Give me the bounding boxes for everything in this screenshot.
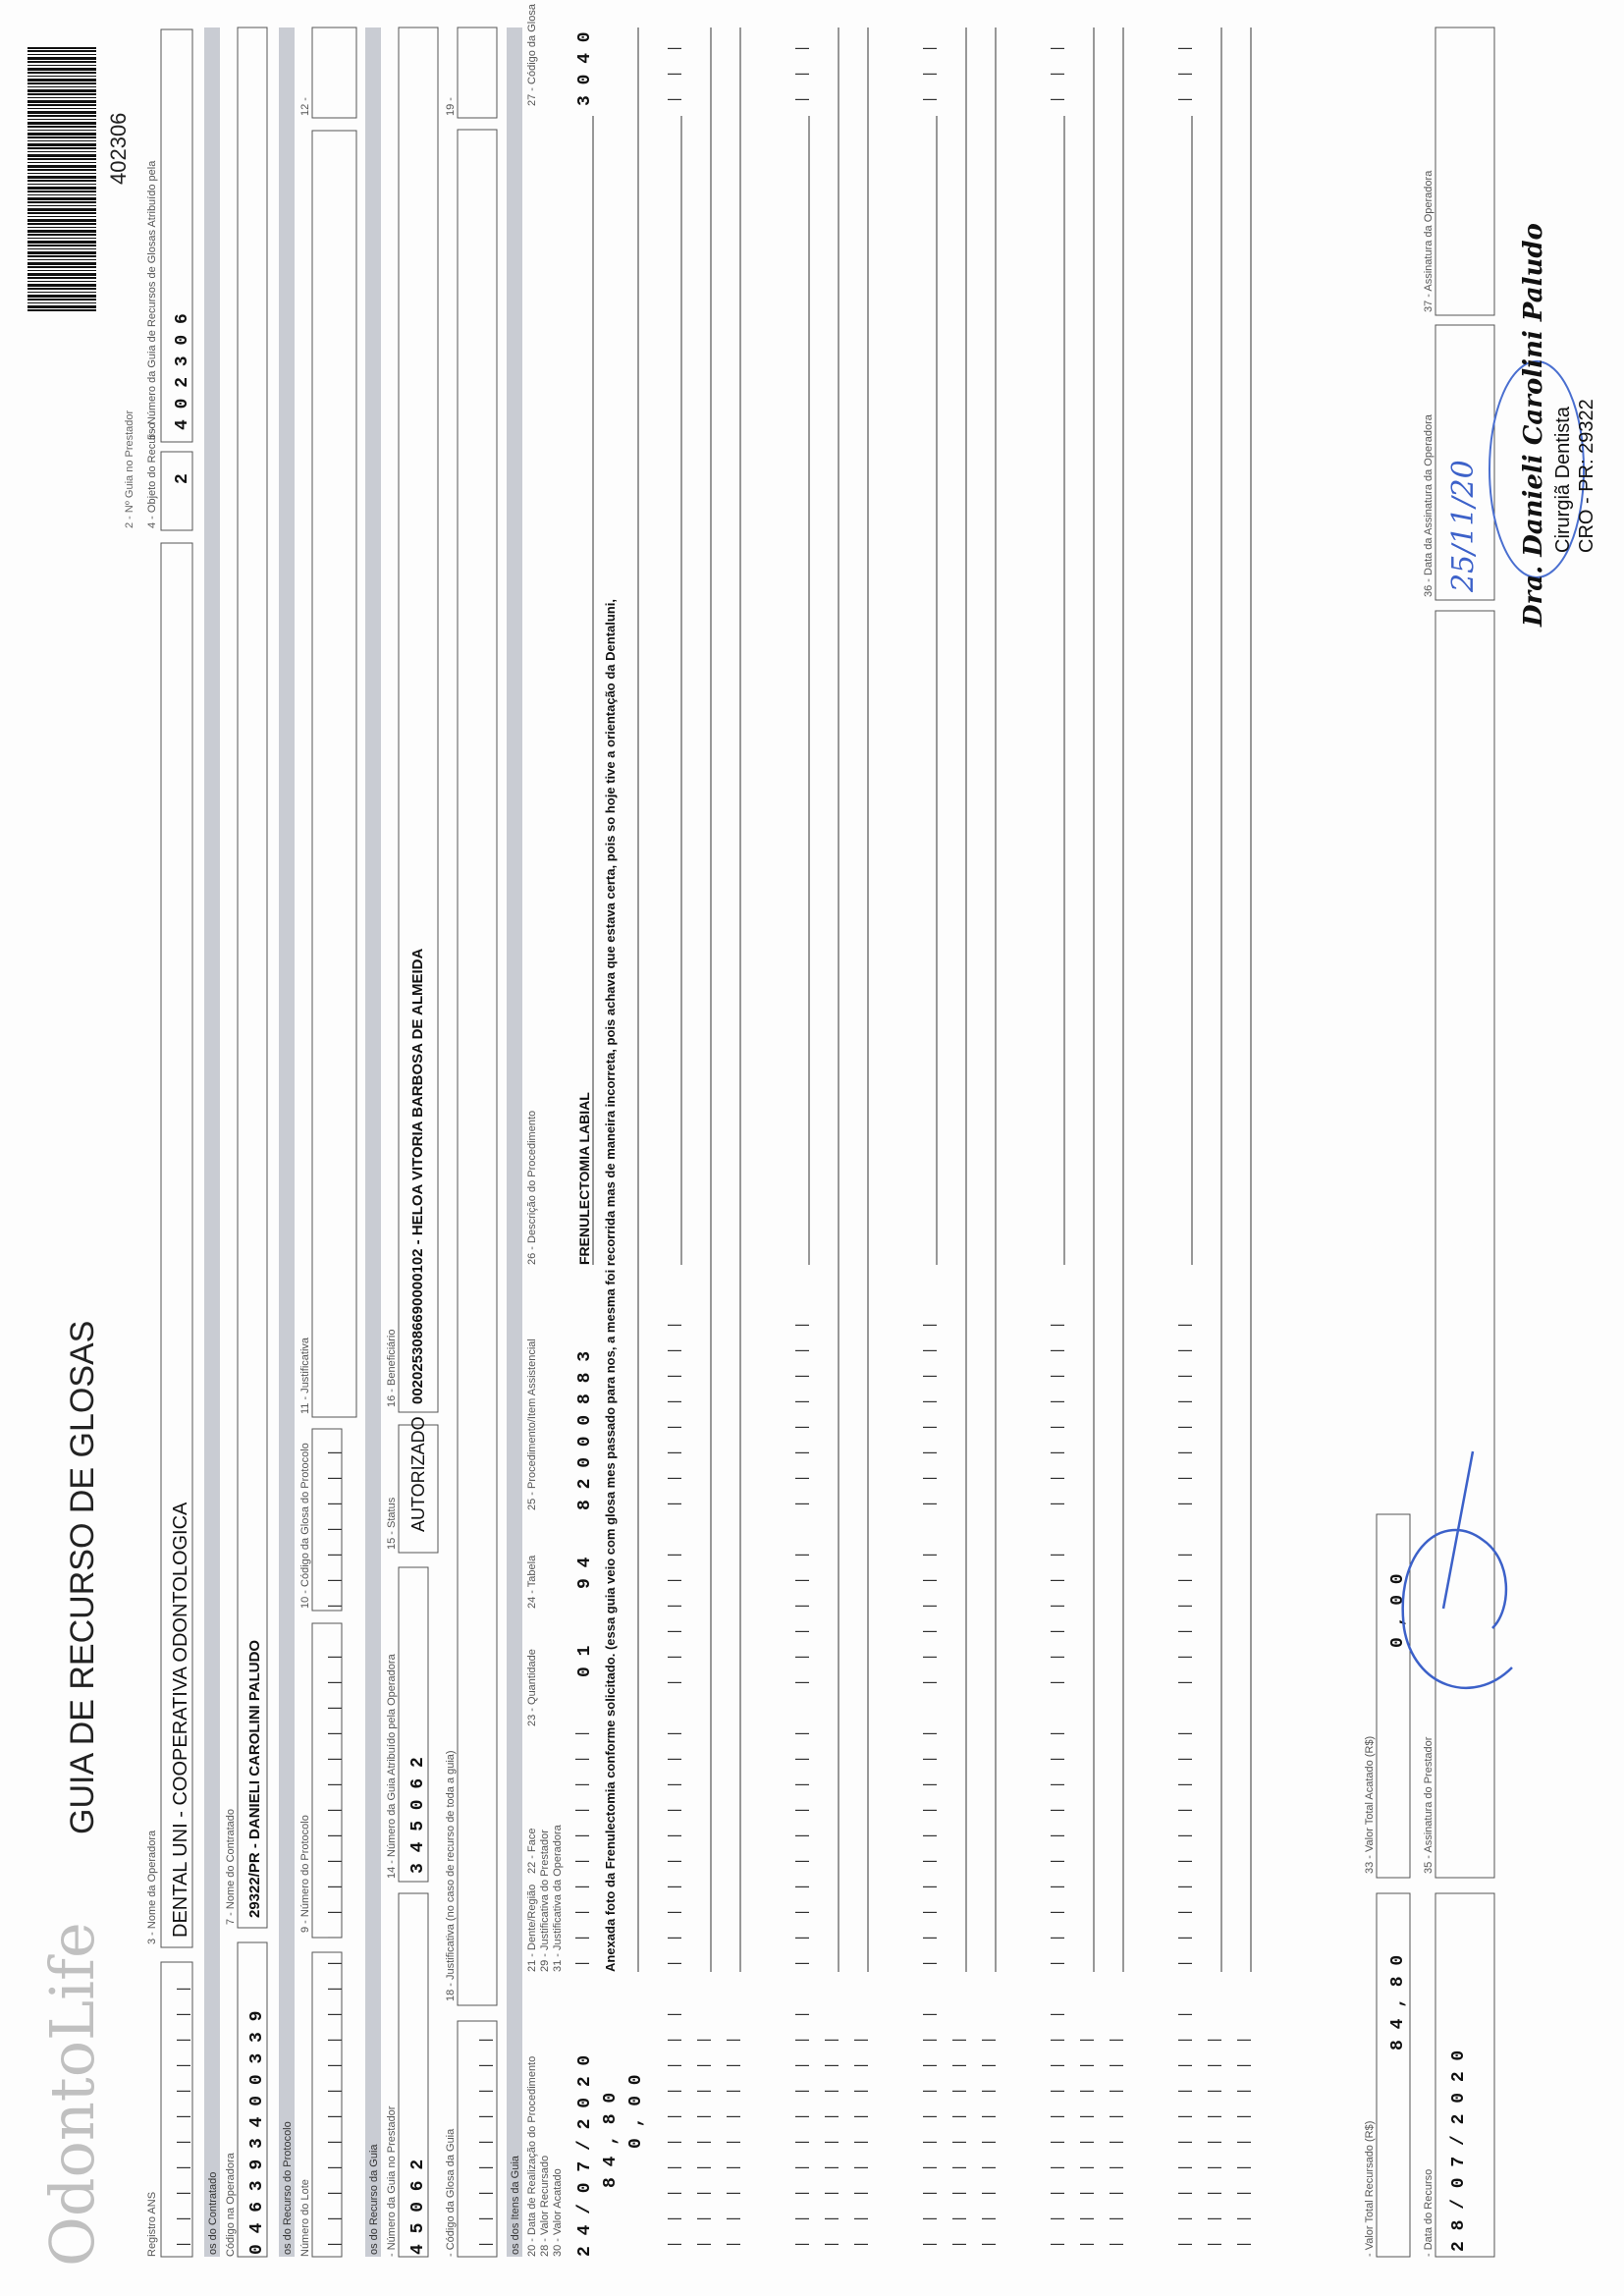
lote-label: Número do Lote bbox=[299, 2179, 311, 2257]
item-procedimento: 8 2 0 0 0 8 8 3 bbox=[575, 1350, 595, 1510]
item-tabela: 9 4 bbox=[575, 1557, 595, 1589]
assinatura-operadora-label: 37 - Assinatura da Operadora bbox=[1423, 170, 1435, 312]
data-recurso-label: - Data do Recurso bbox=[1423, 2168, 1435, 2257]
numero-operadora-value: 3 4 5 0 6 2 bbox=[408, 1757, 428, 1874]
itens-section: os dos Itens da Guia bbox=[510, 2156, 521, 2255]
data-assinatura-operadora-value: 25/11/20 bbox=[1446, 460, 1481, 592]
numero-guia-recurso-label: 5 - Número da Guia de Recursos de Glosas Atribuído pela bbox=[146, 160, 158, 440]
beneficiario-label: 16 - Beneficiário bbox=[386, 1329, 398, 1407]
item-descricao: FRENULECTOMIA LABIAL bbox=[576, 1092, 592, 1265]
protocolo-section: os do Recurso do Protocolo bbox=[282, 2121, 294, 2255]
item-valor-recursado: 8 4 , 8 0 bbox=[601, 2092, 621, 2188]
item-data: 2 4 / 0 7 / 2 0 2 0 bbox=[575, 2054, 595, 2257]
valor-total-acatado-value: 0 , 0 0 bbox=[1388, 1573, 1408, 1648]
numero-prestador-label: - Número da Guia no Prestador bbox=[386, 2105, 398, 2257]
objeto-recurso-value: 2 bbox=[173, 473, 192, 484]
field19-label: 19 - bbox=[445, 97, 457, 116]
dentist-stamp bbox=[1489, 223, 1597, 628]
empty-item-rows bbox=[668, 27, 1251, 2257]
contratado-section: os do Contratado bbox=[207, 2171, 219, 2255]
codigo-operadora-label: Código na Operadora bbox=[225, 2153, 237, 2257]
justificativa-guia-label: 18 - Justificativa (no caso de recurso de toda a guia) bbox=[445, 1750, 457, 2001]
nome-operadora-label: 3 - Nome da Operadora bbox=[146, 1830, 158, 1944]
col22-header: 22 - Face bbox=[526, 1828, 538, 1874]
objeto-recurso-label: 4 - Objeto do Recurso bbox=[146, 422, 158, 528]
logo: OdontoLife bbox=[36, 1922, 108, 2267]
col31-header: 31 - Justificativa da Operadora bbox=[552, 1825, 564, 1972]
col29-header: 29 - Justificativa do Prestador bbox=[539, 1830, 551, 1972]
codigo-glosa-protocolo-label: 10 - Código da Glosa do Protocolo bbox=[299, 1443, 311, 1609]
item-quantidade: 0 1 bbox=[575, 1645, 595, 1677]
status-label: 15 - Status bbox=[386, 1497, 398, 1550]
col21-header: 21 - Dente/Região bbox=[526, 1884, 538, 1972]
assinatura-prestador-label: 35 - Assinatura do Prestador bbox=[1423, 1736, 1435, 1874]
nome-operadora-value: DENTAL UNI - COOPERATIVA ODONTOLOGICA bbox=[170, 1502, 191, 1938]
data-recurso-value: 2 8 / 0 7 / 2 0 2 0 bbox=[1449, 2050, 1469, 2252]
col27-header: 27 - Código da Glosa bbox=[526, 4, 538, 106]
beneficiario-value: 0020253086690000102 - HELOA VITORIA BARBOSA DE ALMEIDA bbox=[409, 948, 426, 1404]
numero-guia-recurso-value: 4 0 2 3 0 6 bbox=[173, 313, 192, 430]
numero-prestador-value: 4 5 0 6 2 bbox=[408, 2159, 428, 2255]
stamp-signature: Dra. Danieli Carolini Paludo bbox=[1519, 223, 1548, 627]
item-justificativa: Anexada foto da Frenulectomia conforme solicitado. (essa guia veio com glosa mes passado para nos, a mesma foi recorrida mas de maneira incorreta, pois achava que estava certa, pois so hoje tive a orientação da Dentaluni, bbox=[603, 599, 618, 1972]
status-value: AUTORIZADO bbox=[408, 1416, 428, 1532]
numero-operadora-label: 14 - Número da Guia Atribuído pela Operadora bbox=[386, 1654, 398, 1879]
justificativa-protocolo-label: 11 - Justificativa bbox=[299, 1337, 311, 1414]
item-codigo-glosa: 3 0 4 0 bbox=[575, 31, 595, 106]
barcode bbox=[27, 47, 96, 312]
codigo-glosa-guia-label: - Código da Glosa da Guia bbox=[445, 2128, 457, 2257]
col25-header: 25 - Procedimento/Item Assistencial bbox=[526, 1339, 538, 1510]
item-valor-acatado: 0 , 0 0 bbox=[626, 2074, 646, 2149]
valor-total-recursado-value: 8 4 , 8 0 bbox=[1388, 1954, 1408, 2050]
form-title: GUIA DE RECURSO DE GLOSAS bbox=[64, 1320, 101, 1834]
col24-header: 24 - Tabela bbox=[526, 1555, 538, 1609]
valor-total-acatado-label: 33 - Valor Total Acatado (R$) bbox=[1364, 1735, 1376, 1874]
field2-label: 2 - Nº Guia no Prestador bbox=[124, 410, 135, 528]
stamp-line2: CRO - PR: 29322 bbox=[1576, 399, 1597, 553]
col26-header: 26 - Descrição do Procedimento bbox=[526, 1110, 538, 1265]
valor-total-recursado-label: - Valor Total Recursado (R$) bbox=[1364, 2120, 1376, 2257]
codigo-operadora-value: 0 4 6 3 9 3 4 0 0 3 3 9 bbox=[247, 2010, 267, 2255]
handwritten-signature bbox=[1403, 1451, 1512, 1688]
nome-contratado-label: 7 - Nome do Contratado bbox=[225, 1808, 237, 1925]
nome-contratado-value: 29322/PR - DANIELI CAROLINI PALUDO bbox=[246, 1639, 263, 1918]
stamp-line1: Cirurgiã Dentista bbox=[1552, 407, 1574, 553]
data-assinatura-operadora-label: 36 - Data da Assinatura da Operadora bbox=[1423, 414, 1435, 597]
guia-prestador-number: 402306 bbox=[106, 112, 131, 185]
numero-protocolo-label: 9 - Número do Protocolo bbox=[299, 1815, 311, 1933]
col30-header: 30 - Valor Acatado bbox=[552, 2168, 564, 2257]
col20-header: 20 - Data de Realização do Procedimento bbox=[526, 2055, 538, 2257]
item-row bbox=[575, 27, 646, 2257]
registro-ans-label: Registro ANS bbox=[146, 2191, 158, 2257]
guia-section: os do Recurso da Guia bbox=[368, 2144, 380, 2255]
field12-label: 12 - bbox=[299, 97, 311, 116]
col23-header: 23 - Quantidade bbox=[526, 1649, 538, 1726]
col28-header: 28 - Valor Recursado bbox=[539, 2155, 551, 2257]
